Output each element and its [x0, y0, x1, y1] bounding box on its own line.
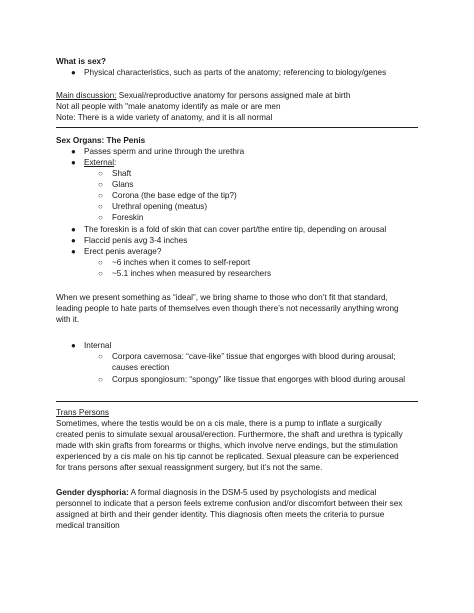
external-colon: : — [114, 158, 117, 167]
sub-bullet-icon: ○ — [98, 258, 103, 267]
bullet-icon: ● — [71, 147, 76, 156]
corpus-spongiosum-line1: Corpus spongiosum: “spongy” like tissue that engorges with blood during arousal — [112, 375, 406, 384]
bullet-icon: ● — [71, 236, 76, 245]
sub-bullet-icon: ○ — [98, 180, 103, 189]
external-label-line — [84, 157, 116, 168]
main-discussion-line — [56, 90, 350, 101]
dysphoria-line: medical transition — [56, 521, 120, 530]
sub-bullet-icon: ○ — [98, 375, 103, 384]
bullet-icon: ● — [71, 68, 76, 77]
dysphoria-line1: A formal diagnosis in the DSM-5 used by psychologists and medical — [128, 488, 377, 497]
corpora-cavernosa-line2: causes erection — [112, 363, 170, 372]
flaccid-bullet: Flaccid penis avg 3-4 inches — [84, 236, 188, 245]
heading-what-is-sex: What is sex? — [56, 57, 107, 66]
external-label: External — [84, 158, 115, 167]
horizontal-rule — [56, 127, 418, 128]
sub-bullet-icon: ○ — [98, 213, 103, 222]
trans-paragraph-line: created penis to simulate sexual arousal/erection. Furthermore, the shaft and urethra is typically — [56, 430, 403, 439]
external-item: Glans — [112, 180, 134, 189]
trans-paragraph-line: made with skin grafts from forearms or thighs, which involve nerve endings, but the stimulation — [56, 441, 398, 450]
dysphoria-line: assigned at birth and their gender identity. This diagnosis often meets the criteria to pursue — [56, 510, 385, 519]
heading-trans-persons: Trans Persons — [56, 408, 109, 417]
erect-bullet: Erect penis average? — [84, 247, 162, 256]
bullet-icon: ● — [71, 225, 76, 234]
ideal-paragraph-line: When we present something as “ideal”, we bring shame to those who don’t fit that standard, — [56, 293, 388, 302]
what-is-sex-bullet: Physical characteristics, such as parts of the anatomy; referencing to biology/genes — [84, 68, 387, 77]
internal-label: Internal — [84, 341, 112, 350]
external-item: Shaft — [112, 169, 132, 178]
ideal-paragraph-line: with it. — [56, 315, 80, 324]
sub-bullet-icon: ○ — [98, 191, 103, 200]
sub-bullet-icon: ○ — [98, 202, 103, 211]
erect-item: ~6 inches when it comes to self-report — [112, 258, 251, 267]
bullet-icon: ● — [71, 247, 76, 256]
trans-paragraph-line: experienced by a cis male on his tip cannot be replicated. Sexual pleasure can be experienced — [56, 452, 399, 461]
main-discussion-line2: Not all people with "male anatomy identify as male or are men — [56, 102, 281, 111]
dysphoria-line: personnel to indicate that a person feels extreme confusion and/or discomfort between their sex — [56, 499, 403, 508]
foreskin-bullet: The foreskin is a fold of skin that can cover part/the entire tip, depending on arousal — [84, 225, 387, 234]
horizontal-rule — [56, 401, 418, 402]
main-discussion-label: Main discussion: — [56, 91, 117, 100]
dysphoria-term: Gender dysphoria: — [56, 488, 129, 497]
sub-bullet-icon: ○ — [98, 269, 103, 278]
external-item: Urethral opening (meatus) — [112, 202, 208, 211]
bullet-icon: ● — [71, 341, 76, 350]
corpora-cavernosa-line1: Corpora cavernosa: “cave-like” tissue that engorges with blood during arousal; — [112, 352, 396, 361]
bullet-icon: ● — [71, 158, 76, 167]
main-discussion-note: Note: There is a wide variety of anatomy, and it is all normal — [56, 113, 273, 122]
heading-sex-organs: Sex Organs: The Penis — [56, 136, 146, 145]
sub-bullet-icon: ○ — [98, 352, 103, 361]
sub-bullet-icon: ○ — [98, 169, 103, 178]
ideal-paragraph-line: leading people to hate parts of themselves even though there’s not necessarily anything wrong — [56, 304, 399, 313]
erect-item: ~5.1 inches when measured by researchers — [112, 269, 272, 278]
penis-bullet-1: Passes sperm and urine through the urethra — [84, 147, 245, 156]
external-item: Corona (the base edge of the tip?) — [112, 191, 237, 200]
trans-paragraph-line: Sometimes, where the testis would be on a cis male, there is a pump to inflate a surgically — [56, 419, 382, 428]
dysphoria-first-line — [56, 487, 376, 498]
external-item: Foreskin — [112, 213, 144, 222]
trans-paragraph-line: for trans persons after sexual reassignment surgery, but it’s not the same. — [56, 463, 323, 472]
main-discussion-text: Sexual/reproductive anatomy for persons assigned male at birth — [116, 91, 351, 100]
